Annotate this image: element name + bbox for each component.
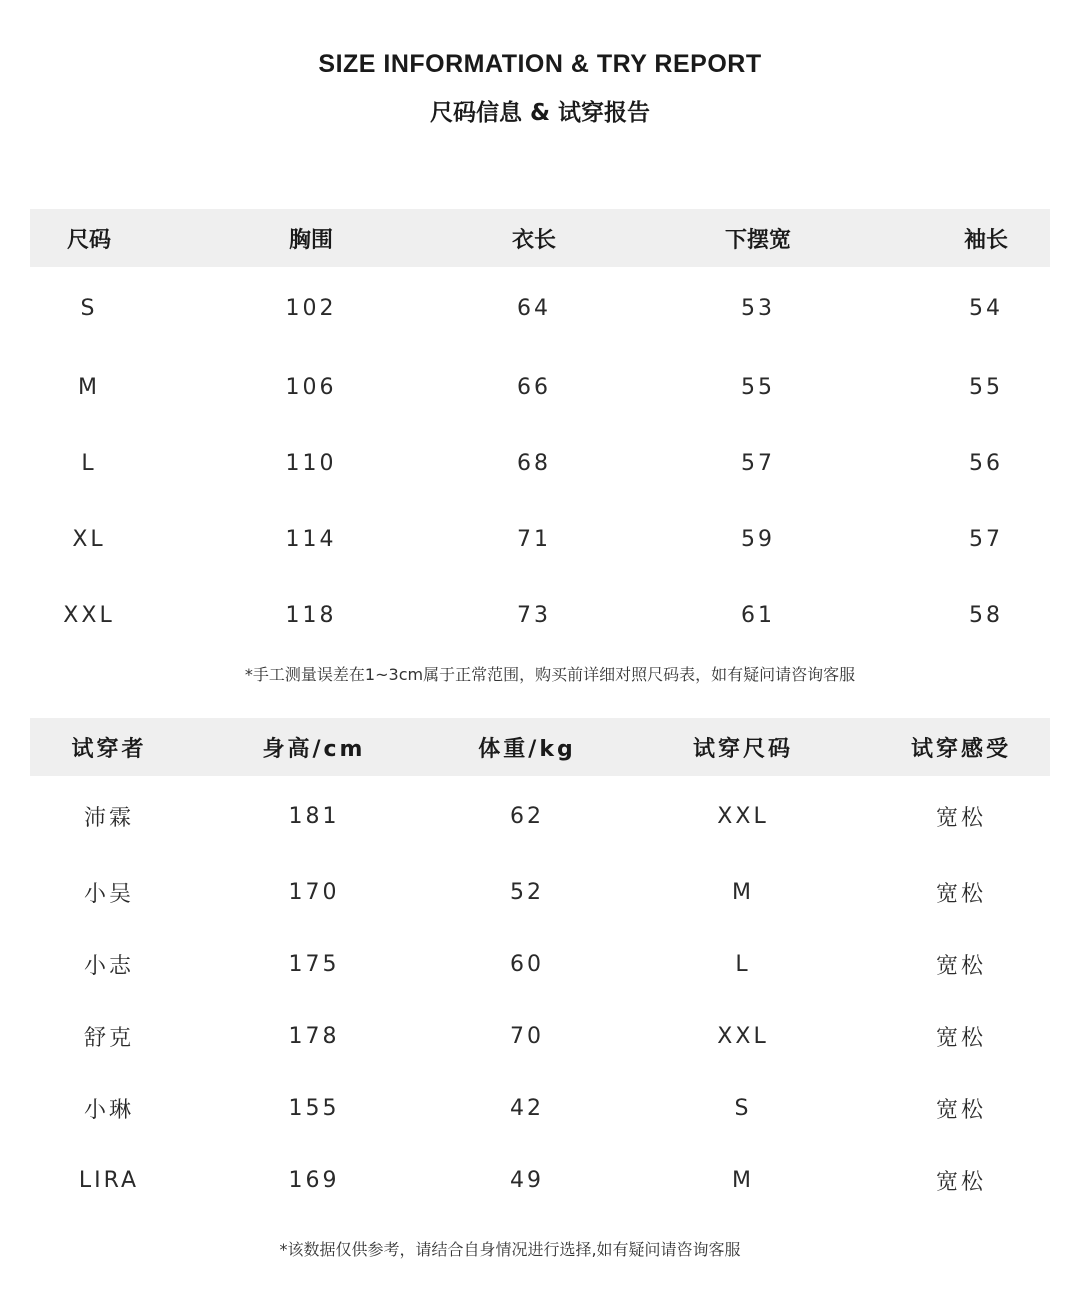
length-cell: 66 (517, 374, 551, 400)
table-row (30, 501, 1050, 577)
feel-cell: 宽松 (935, 953, 986, 979)
feel-cell: 宽松 (935, 805, 986, 831)
column-header-height: 身高/cm (188, 718, 440, 776)
sleeve-cell: 54 (969, 295, 1003, 321)
try-table-header-row (30, 718, 1050, 776)
column-header-hem-width: 下摆宽 (594, 209, 922, 267)
size-cell: L (81, 450, 97, 476)
weight-cell: 60 (510, 951, 544, 977)
tester-cell: 沛霖 (83, 805, 134, 831)
weight-cell: 62 (510, 803, 544, 829)
feel-cell: 宽松 (935, 1025, 986, 1051)
table-row (30, 425, 1050, 501)
table-row (30, 349, 1050, 425)
size-table-note: *手工测量误差在1~3cm属于正常范围，购买前详细对照尺码表，如有疑问请咨询客服 (244, 665, 856, 684)
column-header-weight: 体重/kg (440, 718, 614, 776)
weight-cell: 52 (510, 879, 544, 905)
tester-cell: 小志 (83, 953, 134, 979)
chest-cell: 118 (285, 602, 337, 628)
sleeve-cell: 56 (969, 450, 1003, 476)
try-size-cell: XXL (717, 1023, 769, 1049)
size-cell: XL (72, 526, 106, 552)
try-size-cell: S (734, 1095, 752, 1121)
page-title-cn: 尺码信息 & 试穿报告 (429, 100, 651, 126)
sleeve-cell: 58 (969, 602, 1003, 628)
hem-width-cell: 61 (741, 602, 775, 628)
size-cell: M (78, 374, 100, 400)
hem-width-cell: 57 (741, 450, 775, 476)
try-report-table (30, 718, 1050, 1216)
table-row (30, 928, 1050, 1000)
weight-cell: 42 (510, 1095, 544, 1121)
feel-cell: 宽松 (935, 881, 986, 907)
height-cell: 175 (288, 951, 340, 977)
weight-cell: 49 (510, 1167, 544, 1193)
try-size-cell: L (735, 951, 751, 977)
hem-width-cell: 55 (741, 374, 775, 400)
feel-cell: 宽松 (935, 1169, 986, 1195)
weight-cell: 70 (510, 1023, 544, 1049)
tester-cell: 舒克 (83, 1025, 134, 1051)
column-header-size: 尺码 (30, 209, 148, 267)
chest-cell: 114 (285, 526, 337, 552)
chest-cell: 102 (285, 295, 337, 321)
height-cell: 169 (288, 1167, 340, 1193)
column-header-feel: 试穿感受 (872, 718, 1050, 776)
height-cell: 178 (288, 1023, 340, 1049)
table-row (30, 1144, 1050, 1216)
size-cell: XXL (63, 602, 115, 628)
length-cell: 64 (517, 295, 551, 321)
length-cell: 73 (517, 602, 551, 628)
table-row (30, 267, 1050, 349)
tester-cell: 小吴 (83, 881, 134, 907)
table-row (30, 577, 1050, 653)
chest-cell: 106 (285, 374, 337, 400)
feel-cell: 宽松 (935, 1097, 986, 1123)
table-row (30, 1072, 1050, 1144)
height-cell: 155 (288, 1095, 340, 1121)
sleeve-cell: 57 (969, 526, 1003, 552)
page-title-en: SIZE INFORMATION & TRY REPORT (318, 50, 762, 78)
size-table (30, 209, 1050, 653)
column-header-try-size: 试穿尺码 (614, 718, 872, 776)
length-cell: 71 (517, 526, 551, 552)
sleeve-cell: 55 (969, 374, 1003, 400)
table-row (30, 776, 1050, 856)
column-header-length: 衣长 (474, 209, 594, 267)
hem-width-cell: 53 (741, 295, 775, 321)
table-row (30, 856, 1050, 928)
chest-cell: 110 (285, 450, 337, 476)
length-cell: 68 (517, 450, 551, 476)
column-header-tester: 试穿者 (30, 718, 188, 776)
tester-cell: 小琳 (83, 1097, 134, 1123)
try-size-cell: M (732, 879, 754, 905)
table-row (30, 1000, 1050, 1072)
tester-cell: LIRA (78, 1167, 140, 1193)
height-cell: 170 (288, 879, 340, 905)
size-table-header-row (30, 209, 1050, 267)
hem-width-cell: 59 (741, 526, 775, 552)
try-size-cell: M (732, 1167, 754, 1193)
column-header-chest: 胸围 (148, 209, 474, 267)
height-cell: 181 (288, 803, 340, 829)
column-header-sleeve: 袖长 (922, 209, 1050, 267)
try-size-cell: XXL (717, 803, 769, 829)
size-cell: S (80, 295, 98, 321)
try-table-note: *该数据仅供参考，请结合自身情况进行选择,如有疑问请咨询客服 (279, 1240, 741, 1259)
